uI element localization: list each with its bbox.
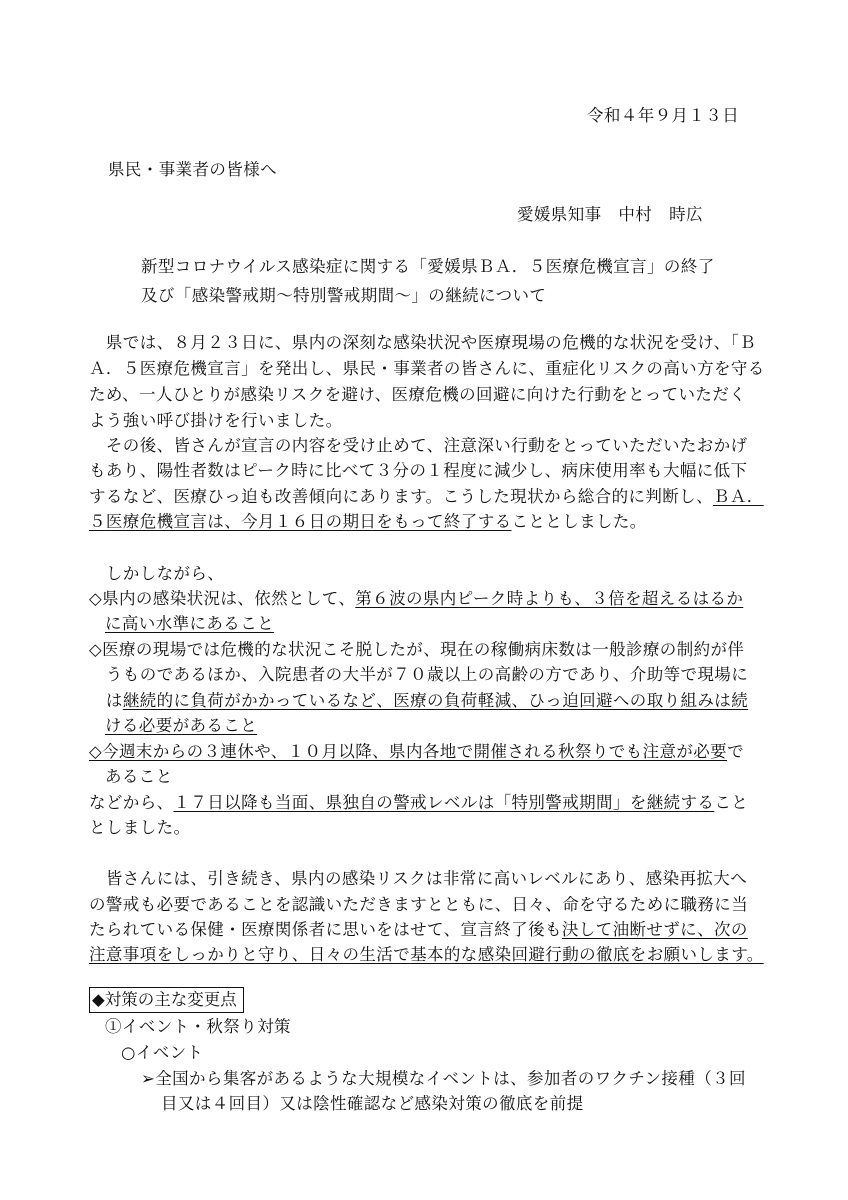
bullet-line xyxy=(105,612,274,636)
paragraph-2-line: もあり、陽性者数はピーク時に比べて３分の１程度に減少し、病床使用率も大幅に低下 xyxy=(89,461,748,480)
paragraph-2-line: その後、皆さんが宣言の内容を受け止めて、注意深い行動をとっていただいたおかげ xyxy=(89,436,748,455)
underlined-text: に高い水準にあること xyxy=(105,614,274,633)
conclusion-line xyxy=(89,791,748,815)
paragraph-1-line: よう強い呼び掛けを行いました。 xyxy=(89,411,343,430)
underlined-text: ◇今週末からの３連休や、１０月以降、県内各地で開催される秋祭りでも注意が必要 xyxy=(89,742,728,761)
conclusion-line: としました。 xyxy=(89,818,191,837)
bullet-line xyxy=(105,714,257,738)
subsection-heading: ①イベント・秋祭り対策 xyxy=(105,1017,291,1036)
underlined-text: 第６波の県内ピーク時よりも、３倍を超えるはるか xyxy=(355,589,744,608)
bullet-line: ◇医療の現場では危機的な状況こそ脱したが、現在の稼働病床数は一般診療の制約が伴 xyxy=(89,640,745,659)
conclusion-text: などから、 xyxy=(89,793,174,812)
paragraph-1-line: ため、一人ひとりが感染リスクを避け、医療危機の回避に向けた行動をとっていただく xyxy=(89,385,747,404)
bullet-line xyxy=(89,587,743,611)
title-line-2: 及び「感染警戒期～特別警戒期間～」の継続について xyxy=(141,286,547,305)
bullet-line xyxy=(89,689,748,713)
underlined-text: ５医療危機宣言は、今月１６日の期日をもって終了する xyxy=(89,512,512,531)
underlined-text: 決して油断せずに、次の xyxy=(561,920,748,939)
paragraph-2-text: こととしました。 xyxy=(511,512,647,531)
document-date: 令和４年９月１３日 xyxy=(587,106,740,125)
paragraph-4-line: の警戒も必要であることを認識いただきますとともに、日々、命を守るために職務に当 xyxy=(89,895,749,914)
underlined-text: 継続的に負荷がかかっているなど、医療の負荷軽減、ひっ迫回避への取り組みは続 xyxy=(122,691,749,710)
bullet-line: うものであるほか、入院患者の大半が７０歳以上の高齢の方であり、介助等で現場に xyxy=(89,665,749,684)
list-item: 目又は４回目）又は陰性確認など感染対策の徹底を前提 xyxy=(161,1094,584,1113)
title-line-1: 新型コロナウイルス感染症に関する「愛媛県ＢＡ．５医療危機宣言」の終了 xyxy=(141,257,715,276)
bullet-text: ◇県内の感染状況は、依然として、 xyxy=(89,589,356,608)
paragraph-1-line: Ａ．５医療危機宣言」を発出し、県民・事業者の皆さんに、重症化リスクの高い方を守る xyxy=(89,359,765,378)
bullet-line: あること xyxy=(105,767,173,786)
addressee: 県民・事業者の皆様へ xyxy=(108,160,277,179)
paragraph-2-text: するなど、医療ひっ迫も改善傾向にあります。こうした現状から総合的に判断し、 xyxy=(89,487,713,506)
subsection-label: ○イベント xyxy=(121,1043,204,1062)
underlined-text: ける必要があること xyxy=(105,716,258,735)
underlined-text: １７日以降も当面、県独自の警戒レベルは「特別警戒期間」を継続する xyxy=(173,793,715,812)
paragraph-2-line xyxy=(89,485,764,509)
conclusion-text: こと xyxy=(714,793,749,812)
section-heading: ◆対策の主な変更点 xyxy=(89,987,244,1013)
paragraph-1-line: 県では、８月２３日に、県内の深刻な感染状況や医療現場の危機的な状況を受け、「Ｂ xyxy=(89,333,757,352)
paragraph-4-line xyxy=(89,918,748,942)
paragraph-4-text: たられている保健・医療関係者に思いをはせて、宣言終了後も xyxy=(89,920,562,939)
underlined-text: ＢＡ． xyxy=(712,487,764,506)
bullet-text: は xyxy=(89,691,123,710)
paragraph-2-line xyxy=(89,510,647,534)
sender: 愛媛県知事 中村 時広 xyxy=(517,205,703,224)
paragraph-3-intro: しかしながら、 xyxy=(89,564,225,583)
bullet-text: で xyxy=(727,742,744,761)
list-item: ➢全国から集客があるような大規模なイベントは、参加者のワクチン接種（３回 xyxy=(141,1069,746,1088)
bullet-line xyxy=(89,740,744,764)
paragraph-4-line: 皆さんには、引き続き、県内の感染リスクは非常に高いレベルにあり、感染再拡大へ xyxy=(89,869,748,888)
underlined-text: 注意事項をしっかりと守り、日々の生活で基本的な感染回避行動の徹底をお願いします。 xyxy=(89,945,764,964)
paragraph-4-line xyxy=(89,943,764,967)
